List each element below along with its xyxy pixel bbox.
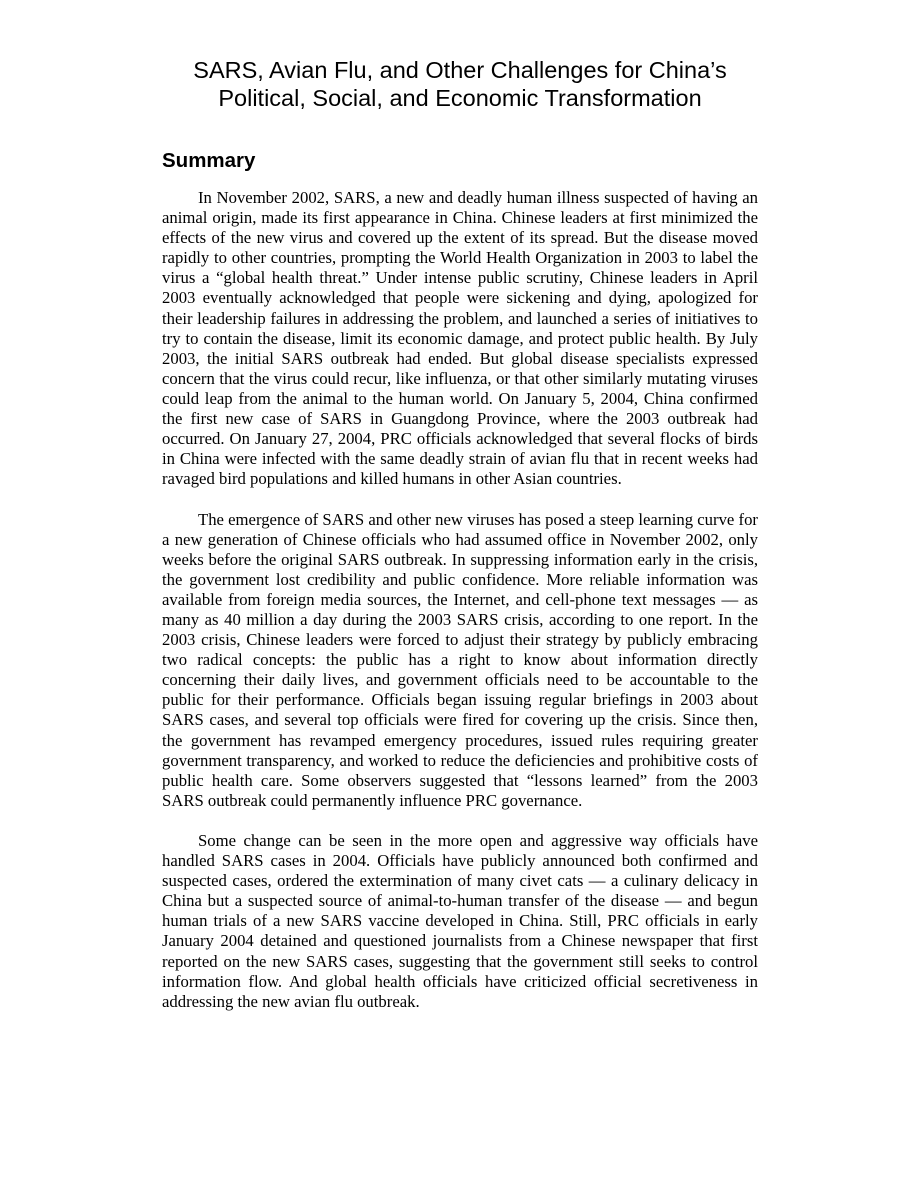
summary-body	[162, 188, 758, 1012]
title-line-2: Political, Social, and Economic Transformation	[218, 85, 702, 111]
document-page	[162, 56, 758, 1032]
summary-paragraph-3: Some change can be seen in the more open and aggressive way officials have handled SARS cases in 2004. Officials have publicly announced both confirmed and suspected cases, ordered the extermination of many civet cats — a culinary delicacy in China but a suspected source of animal-to-human transfer of the disease — and begun human trials of a new SARS vaccine developed in China. Still, PRC officials in early January 2004 detained and questioned journalists from a Chinese newspaper that first reported on the new SARS cases, suggesting that the government still seeks to control information flow. And global health officials have criticized official secretiveness in addressing the new avian flu outbreak.	[162, 831, 758, 1011]
summary-paragraph-2: The emergence of SARS and other new viruses has posed a steep learning curve for a new generation of Chinese officials who had assumed office in November 2002, only weeks before the original SARS outbreak. In suppressing information early in the crisis, the government lost credibility and public confidence. More reliable information was available from foreign media sources, the Internet, and cell-phone text messages — as many as 40 million a day during the 2003 SARS crisis, according to one report. In the 2003 crisis, Chinese leaders were forced to adjust their strategy by publicly embracing two radical concepts: the public has a right to know about information directly concerning their daily lives, and government officials need to be accountable to the public for their performance. Officials began issuing regular briefings in 2003 about SARS cases, and several top officials were fired for covering up the crisis. Since then, the government has revamped emergency procedures, issued rules requiring greater government transparency, and worked to reduce the deficiencies and prohibitive costs of public health care. Some observers suggested that “lessons learned” from the 2003 SARS outbreak could permanently influence PRC governance.	[162, 509, 758, 810]
summary-paragraph-1: In November 2002, SARS, a new and deadly human illness suspected of having an animal origin, made its first appearance in China. Chinese leaders at first minimized the effects of the new virus and covered up the extent of its spread. But the disease moved rapidly to other countries, prompting the World Health Organization in 2003 to label the virus a “global health threat.” Under intense public scrutiny, Chinese leaders in April 2003 eventually acknowledged that people were sickening and dying, apologized for their leadership failures in addressing the problem, and launched a series of initiatives to try to contain the disease, limit its economic damage, and protect public health. By July 2003, the initial SARS outbreak had ended. But global disease specialists expressed concern that the virus could recur, like influenza, or that other similarly mutating viruses could leap from the animal to the human world. On January 5, 2004, China confirmed the first new case of SARS in Guangdong Province, where the 2003 outbreak had occurred. On January 27, 2004, PRC officials acknowledged that several flocks of birds in China were infected with the same deadly strain of avian flu that in recent weeks had ravaged bird populations and killed humans in other Asian countries.	[162, 188, 758, 489]
document-title	[162, 56, 758, 112]
section-heading: Summary	[162, 149, 256, 172]
title-line-1: SARS, Avian Flu, and Other Challenges for China’s	[193, 57, 727, 83]
